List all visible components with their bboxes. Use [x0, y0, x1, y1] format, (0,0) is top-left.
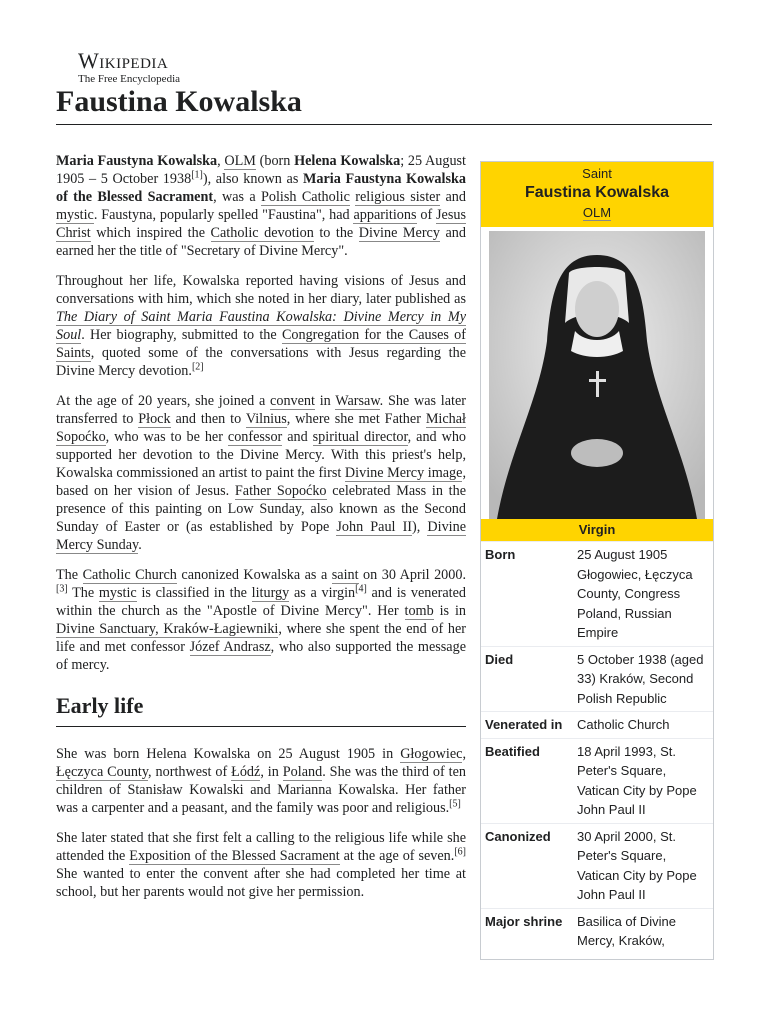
row-label: Major shrine	[485, 913, 563, 929]
row-label: Died	[485, 651, 514, 667]
ref-2[interactable]: [2]	[191, 361, 204, 373]
link-congregation[interactable]: Congregation for the Causes of Saints	[56, 327, 466, 361]
link-divine-mercy[interactable]: Divine Mercy	[358, 225, 440, 241]
wikipedia-wordmark: Wikipedia	[78, 48, 169, 73]
link-warsaw[interactable]: Warsaw	[335, 393, 380, 409]
infobox-row-canonized	[481, 823, 713, 908]
link-jozef-andrasz[interactable]: Józef Andrasz	[189, 639, 271, 655]
article-body	[56, 152, 466, 913]
text: and	[282, 429, 313, 445]
infobox	[480, 161, 714, 960]
link-poland[interactable]: Poland	[282, 764, 323, 780]
text: as a virgin	[289, 585, 356, 601]
text: , quoted some of the conversations with Jesus regarding the Divine Mercy devotion.	[56, 345, 466, 379]
text: The	[67, 585, 99, 601]
text: . Faustyna, popularly spelled "Faustina", had	[93, 207, 354, 223]
early-life-paragraph-1	[56, 745, 466, 817]
text: , where she met Father	[286, 411, 426, 427]
ref-5[interactable]: [5]	[449, 798, 461, 810]
text: , where she spent the end of her life and met confessor	[56, 621, 466, 655]
infobox-olm-link[interactable]: OLM	[582, 205, 612, 220]
section-heading-early-life: Early life	[56, 693, 144, 718]
text: , who was to be her	[105, 429, 228, 445]
text: in	[314, 393, 336, 409]
text: . She was the third of ten children of Stanisław Kowalski and Marianna Kowalska. Her father was a carpenter and a peasant, and the family was poor and religious.	[56, 764, 466, 816]
link-divine-mercy-image[interactable]: Divine Mercy image	[344, 465, 463, 481]
text: at the age of seven.	[339, 848, 455, 864]
row-label: Beatified	[485, 743, 540, 759]
text: ,	[217, 153, 225, 169]
row-value: Basilica of Divine Mercy, Kraków,	[577, 913, 676, 948]
subject-name: Maria Faustyna Kowalska	[56, 153, 218, 169]
text: of	[416, 207, 437, 223]
text: and earned her the title of "Secretary of Divine Mercy".	[56, 225, 466, 259]
birth-name: Helena Kowalska	[294, 153, 401, 169]
link-catholic-church[interactable]: Catholic Church	[82, 567, 177, 583]
infobox-caption: Virgin	[481, 519, 713, 541]
link-leczyca-county[interactable]: Łęczyca County	[56, 764, 149, 780]
link-tomb[interactable]: tomb	[404, 603, 434, 619]
link-glogowiec[interactable]: Głogowiec	[400, 746, 463, 762]
row-value: Catholic Church	[577, 717, 670, 732]
link-exposition[interactable]: Exposition of the Blessed Sacrament	[129, 848, 340, 864]
text: , who also supported the message of mercy.	[56, 639, 466, 673]
text: and then to	[170, 411, 246, 427]
intro-paragraph-1	[56, 152, 466, 260]
text: , based on her vision of Jesus.	[56, 465, 466, 499]
link-spiritual-director[interactable]: spiritual director	[312, 429, 408, 445]
row-value: 18 April 1993, St. Peter's Square, Vatican City by Pope John Paul II	[577, 743, 697, 817]
text: and is venerated within the church as the "Apostle of Divine Mercy". Her	[56, 585, 466, 619]
text: At the age of 20 years, she joined a	[56, 393, 271, 409]
link-polish-catholic[interactable]: Polish Catholic	[261, 189, 350, 205]
link-plock[interactable]: Płock	[138, 411, 171, 427]
infobox-row-shrine	[481, 908, 713, 954]
page-title: Faustina Kowalska	[56, 85, 302, 118]
link-lodz[interactable]: Łódź	[231, 764, 261, 780]
text: .	[138, 537, 142, 553]
infobox-name: Faustina Kowalska	[524, 184, 670, 201]
row-value: 25 August 1905 Głogowiec, Łęczyca County, Congress Poland, Russian Empire	[577, 547, 693, 640]
text: ,	[462, 746, 466, 762]
link-vilnius[interactable]: Vilnius	[245, 411, 287, 427]
text: ), also known as	[202, 171, 303, 187]
text: . She was later transferred to	[56, 393, 466, 427]
ref-3[interactable]: [3]	[56, 583, 68, 595]
text: which inspired the	[90, 225, 211, 241]
text: , and who supported her devotion to the Divine Mercy. With this priest's help, Kowalska commissioned an artist to paint the first	[56, 429, 467, 481]
infobox-row-beatified	[481, 738, 713, 823]
link-mystic-2[interactable]: mystic	[98, 585, 137, 601]
text: canonized Kowalska as a	[176, 567, 332, 583]
infobox-row-venerated	[481, 711, 713, 738]
row-value: 5 October 1938 (aged 33) Kraków, Second Polish Republic	[577, 651, 704, 706]
text: She was born Helena Kowalska on 25 August 1905 in	[56, 746, 401, 762]
text: She wanted to enter the convent after she had completed her time at school, but her parents would not give her permission.	[56, 866, 466, 900]
ref-1[interactable]: [1]	[191, 169, 203, 181]
row-label: Canonized	[485, 828, 551, 844]
text: celebrated Mass in the presence of this painting on Low Sunday, also known as the Second Sunday of Easter or (as established by Pope	[56, 483, 466, 535]
infobox-header	[481, 162, 713, 227]
text: , northwest of	[148, 764, 232, 780]
text: ),	[412, 519, 428, 535]
link-liturgy[interactable]: liturgy	[251, 585, 290, 601]
text: , in	[260, 764, 283, 780]
link-catholic-devotion[interactable]: Catholic devotion	[210, 225, 314, 241]
infobox-row-born	[481, 541, 713, 646]
link-mystic[interactable]: mystic	[56, 207, 94, 223]
link-apparitions[interactable]: apparitions	[353, 207, 417, 223]
ref-4[interactable]: [4]	[355, 583, 367, 595]
link-convent[interactable]: convent	[270, 393, 315, 409]
link-diary[interactable]: The Diary of Saint Maria Faustina Kowalska: Divine Mercy in My Soul	[56, 309, 466, 343]
text: She later stated that she first felt a calling to the religious life while she attended the	[56, 830, 466, 864]
wikipedia-logo[interactable]	[78, 50, 180, 86]
text: . Her biography, submitted to the	[81, 327, 282, 343]
row-value: 30 April 2000, St. Peter's Square, Vatican City by Pope John Paul II	[577, 828, 697, 902]
text: and	[440, 189, 466, 205]
portrait-photo	[489, 231, 705, 519]
row-label: Born	[485, 547, 516, 562]
link-john-paul-ii[interactable]: John Paul II	[336, 519, 413, 535]
ref-6[interactable]: [6]	[454, 846, 466, 858]
section-divider	[56, 726, 466, 727]
text: to the	[313, 225, 359, 241]
text: Throughout her life, Kowalska reported having visions of Jesus and conversations with him, which she noted in her diary, later published as	[56, 273, 466, 307]
link-confessor[interactable]: confessor	[227, 429, 283, 445]
link-jesus-christ[interactable]: Jesus Christ	[56, 207, 466, 241]
title-divider	[56, 124, 712, 125]
intro-paragraph-2	[56, 272, 466, 380]
intro-paragraph-3	[56, 392, 466, 554]
infobox-above: Saint	[582, 166, 612, 181]
link-father-sopocko[interactable]: Father Sopoćko	[234, 483, 327, 499]
text: , was a	[213, 189, 261, 205]
aka-name: Maria Faustyna Kowalska of the Blessed Sacrament	[56, 171, 466, 205]
text: is in	[433, 603, 467, 619]
link-religious-sister[interactable]: religious sister	[355, 189, 441, 205]
wikipedia-tagline: The Free Encyclopedia	[78, 73, 181, 85]
link-divine-mercy-sunday[interactable]: Divine Mercy Sunday	[56, 519, 466, 553]
link-olm[interactable]: OLM	[224, 153, 256, 169]
early-life-paragraph-2	[56, 829, 466, 901]
text: ; 25 August 1905 – 5 October 1938	[56, 153, 466, 187]
text: (born	[255, 153, 295, 169]
text: on 30 April 2000.	[358, 567, 466, 583]
infobox-row-died	[481, 646, 713, 712]
text: is classified in the	[136, 585, 252, 601]
intro-paragraph-4	[56, 566, 466, 674]
text: The	[56, 567, 83, 583]
link-sopocko[interactable]: Michał Sopoćko	[56, 411, 466, 445]
portrait-image[interactable]	[481, 227, 713, 519]
link-divine-sanctuary[interactable]: Divine Sanctuary, Kraków-Łagiewniki	[56, 621, 279, 637]
link-saint[interactable]: saint	[331, 567, 359, 583]
row-label: Venerated in	[485, 717, 563, 732]
